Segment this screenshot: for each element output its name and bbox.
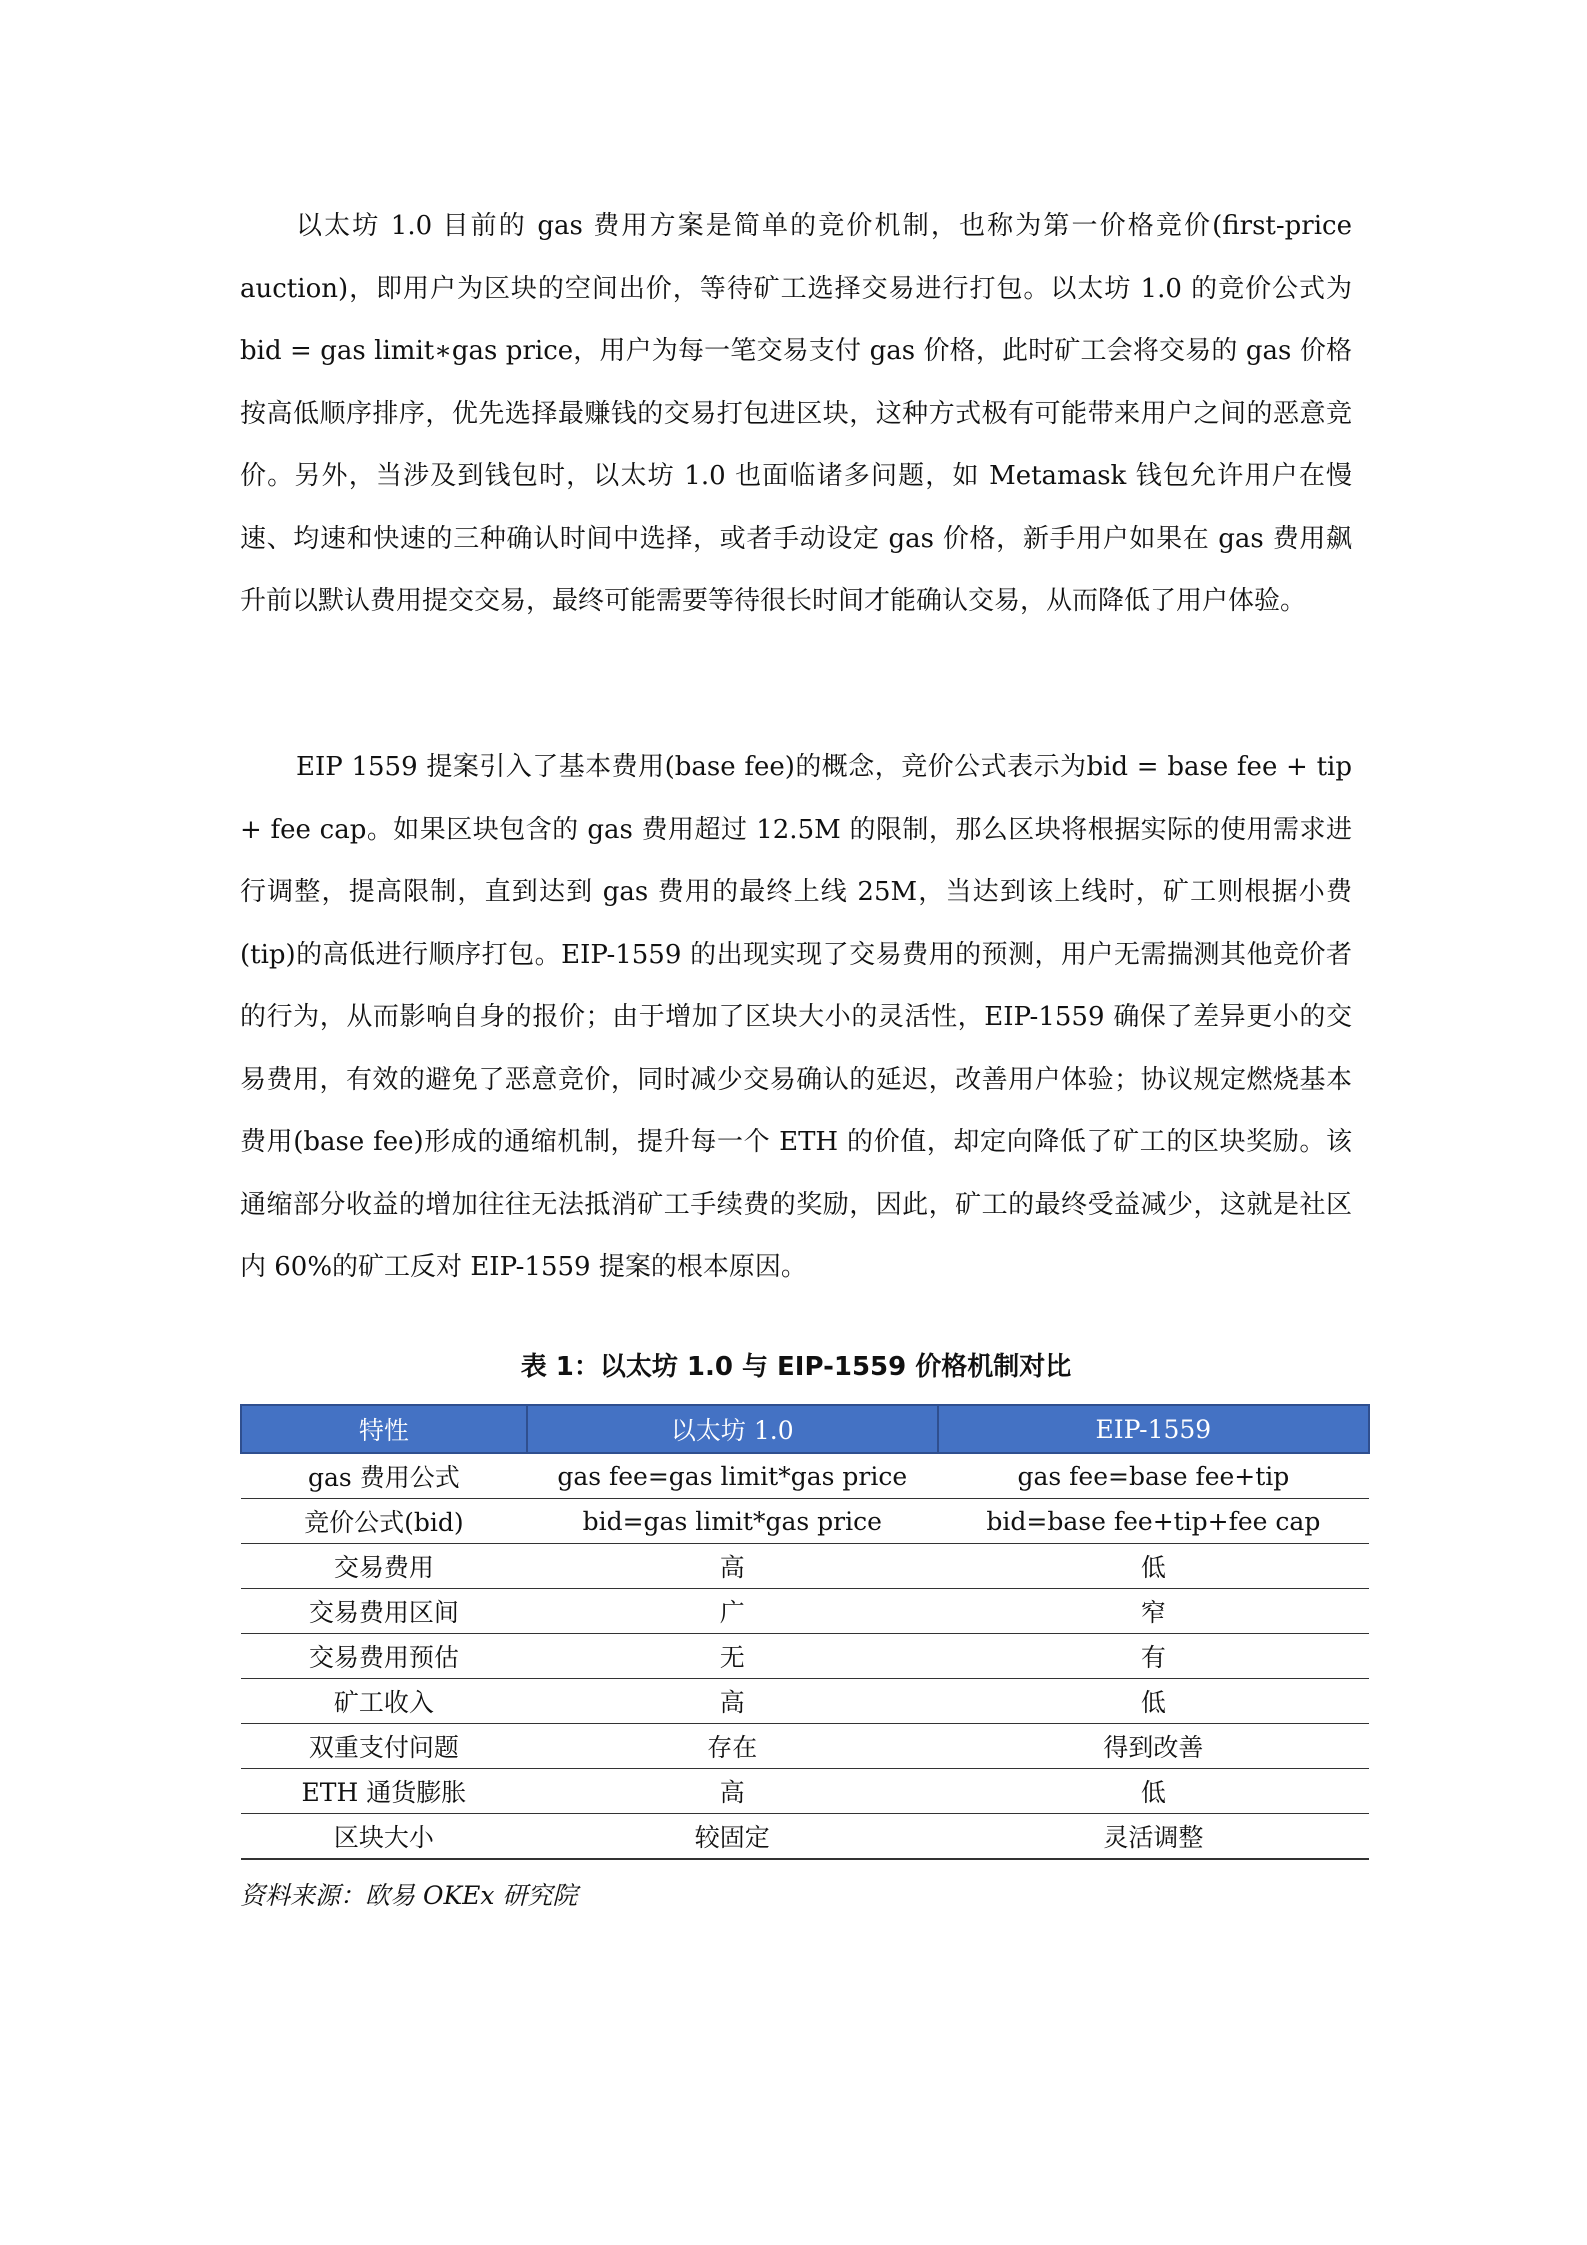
row-ethereum-cell: 存在 bbox=[527, 1724, 938, 1769]
row-feature-cell: 竞价公式(bid) bbox=[241, 1499, 527, 1544]
row-ethereum-cell: bid=gas limit*gas price bbox=[527, 1499, 938, 1544]
row-ethereum-cell: 高 bbox=[527, 1769, 938, 1814]
row-eip1559-cell: 低 bbox=[938, 1679, 1369, 1724]
row-ethereum-cell: 较固定 bbox=[527, 1814, 938, 1860]
row-ethereum-cell: 广 bbox=[527, 1589, 938, 1634]
table-caption: 表 1：以太坊 1.0 与 EIP-1559 价格机制对比 bbox=[520, 1352, 1072, 1382]
table-row bbox=[241, 1679, 1369, 1724]
table-row bbox=[241, 1769, 1369, 1814]
table-row bbox=[241, 1453, 1369, 1499]
row-ethereum-cell: 高 bbox=[527, 1544, 938, 1589]
table-row bbox=[241, 1724, 1369, 1769]
header-ethereum: 以太坊 1.0 bbox=[527, 1405, 938, 1453]
row-feature-cell: 矿工收入 bbox=[241, 1679, 527, 1724]
row-eip1559-cell: 低 bbox=[938, 1769, 1369, 1814]
row-ethereum-cell: 无 bbox=[527, 1634, 938, 1679]
table-row bbox=[241, 1499, 1369, 1544]
row-eip1559-cell: 得到改善 bbox=[938, 1724, 1369, 1769]
row-feature-cell: 交易费用区间 bbox=[241, 1589, 527, 1634]
row-eip1559-cell: 有 bbox=[938, 1634, 1369, 1679]
header-eip1559: EIP-1559 bbox=[938, 1405, 1369, 1453]
row-ethereum-cell: gas fee=gas limit*gas price bbox=[527, 1453, 938, 1499]
row-eip1559-cell: gas fee=base fee+tip bbox=[938, 1453, 1369, 1499]
table-row bbox=[241, 1589, 1369, 1634]
source-note: 资料来源：欧易 OKEx 研究院 bbox=[240, 1881, 578, 1910]
row-feature-cell: 区块大小 bbox=[241, 1814, 527, 1860]
header-feature: 特性 bbox=[241, 1405, 527, 1453]
row-eip1559-cell: 灵活调整 bbox=[938, 1814, 1369, 1860]
row-feature-cell: 交易费用预估 bbox=[241, 1634, 527, 1679]
row-feature-cell: 交易费用 bbox=[241, 1544, 527, 1589]
table-row bbox=[241, 1814, 1369, 1860]
paragraph-eip1559: EIP 1559 提案引入了基本费用(base fee)的概念，竞价公式表示为bid = base fee + tip + fee cap。如果区块包含的 gas 费用超过 12.5M 的限制，那么区块将根据实际的使用需求进行调整，提高限制，直到达到 gas 费用的最终上线 25M，当达到该上线时，矿工则根据小费(tip)的高低进行顺序打包。EIP-1559 的出现实现了交易费用的预测，用户无需揣测其他竞价者的行为，从而影响自身的报价；由于增加了区块大小的灵活性，EIP-1559 确保了差异更小的交易费用，有效的避免了恶意竞价，同时减少交易确认的延迟，改善用户体验；协议规定燃烧基本费用(base fee)形成的通缩机制，提升每一个 ETH 的价值，却定向降低了矿工的区块奖励。该通缩部分收益的增加往往无法抵消矿工手续费的奖励，因此，矿工的最终受益减少，这就是社区内 60%的矿工反对 EIP-1559 提案的根本原因。 bbox=[240, 752, 1352, 1282]
comparison-table bbox=[240, 1404, 1370, 1860]
row-eip1559-cell: 低 bbox=[938, 1544, 1369, 1589]
table-header-row bbox=[241, 1405, 1369, 1453]
row-feature-cell: gas 费用公式 bbox=[241, 1453, 527, 1499]
row-feature-cell: ETH 通货膨胀 bbox=[241, 1769, 527, 1814]
table-row bbox=[241, 1544, 1369, 1589]
table-row bbox=[241, 1634, 1369, 1679]
row-feature-cell: 双重支付问题 bbox=[241, 1724, 527, 1769]
row-ethereum-cell: 高 bbox=[527, 1679, 938, 1724]
row-eip1559-cell: bid=base fee+tip+fee cap bbox=[938, 1499, 1369, 1544]
row-eip1559-cell: 窄 bbox=[938, 1589, 1369, 1634]
paragraph-ethereum-gas: 以太坊 1.0 目前的 gas 费用方案是简单的竞价机制，也称为第一价格竞价(first-price auction)，即用户为区块的空间出价，等待矿工选择交易进行打包。以太坊 1.0 的竞价公式为bid = gas limit∗gas price，用户为每一笔交易支付 gas 价格，此时矿工会将交易的 gas 价格按高低顺序排序，优先选择最赚钱的交易打包进区块，这种方式极有可能带来用户之间的恶意竞价。另外，当涉及到钱包时，以太坊 1.0 也面临诸多问题，如 Metamask 钱包允许用户在慢速、均速和快速的三种确认时间中选择，或者手动设定 gas 价格，新手用户如果在 gas 费用飙升前以默认费用提交交易，最终可能需要等待很长时间才能确认交易，从而降低了用户体验。 bbox=[240, 211, 1352, 616]
